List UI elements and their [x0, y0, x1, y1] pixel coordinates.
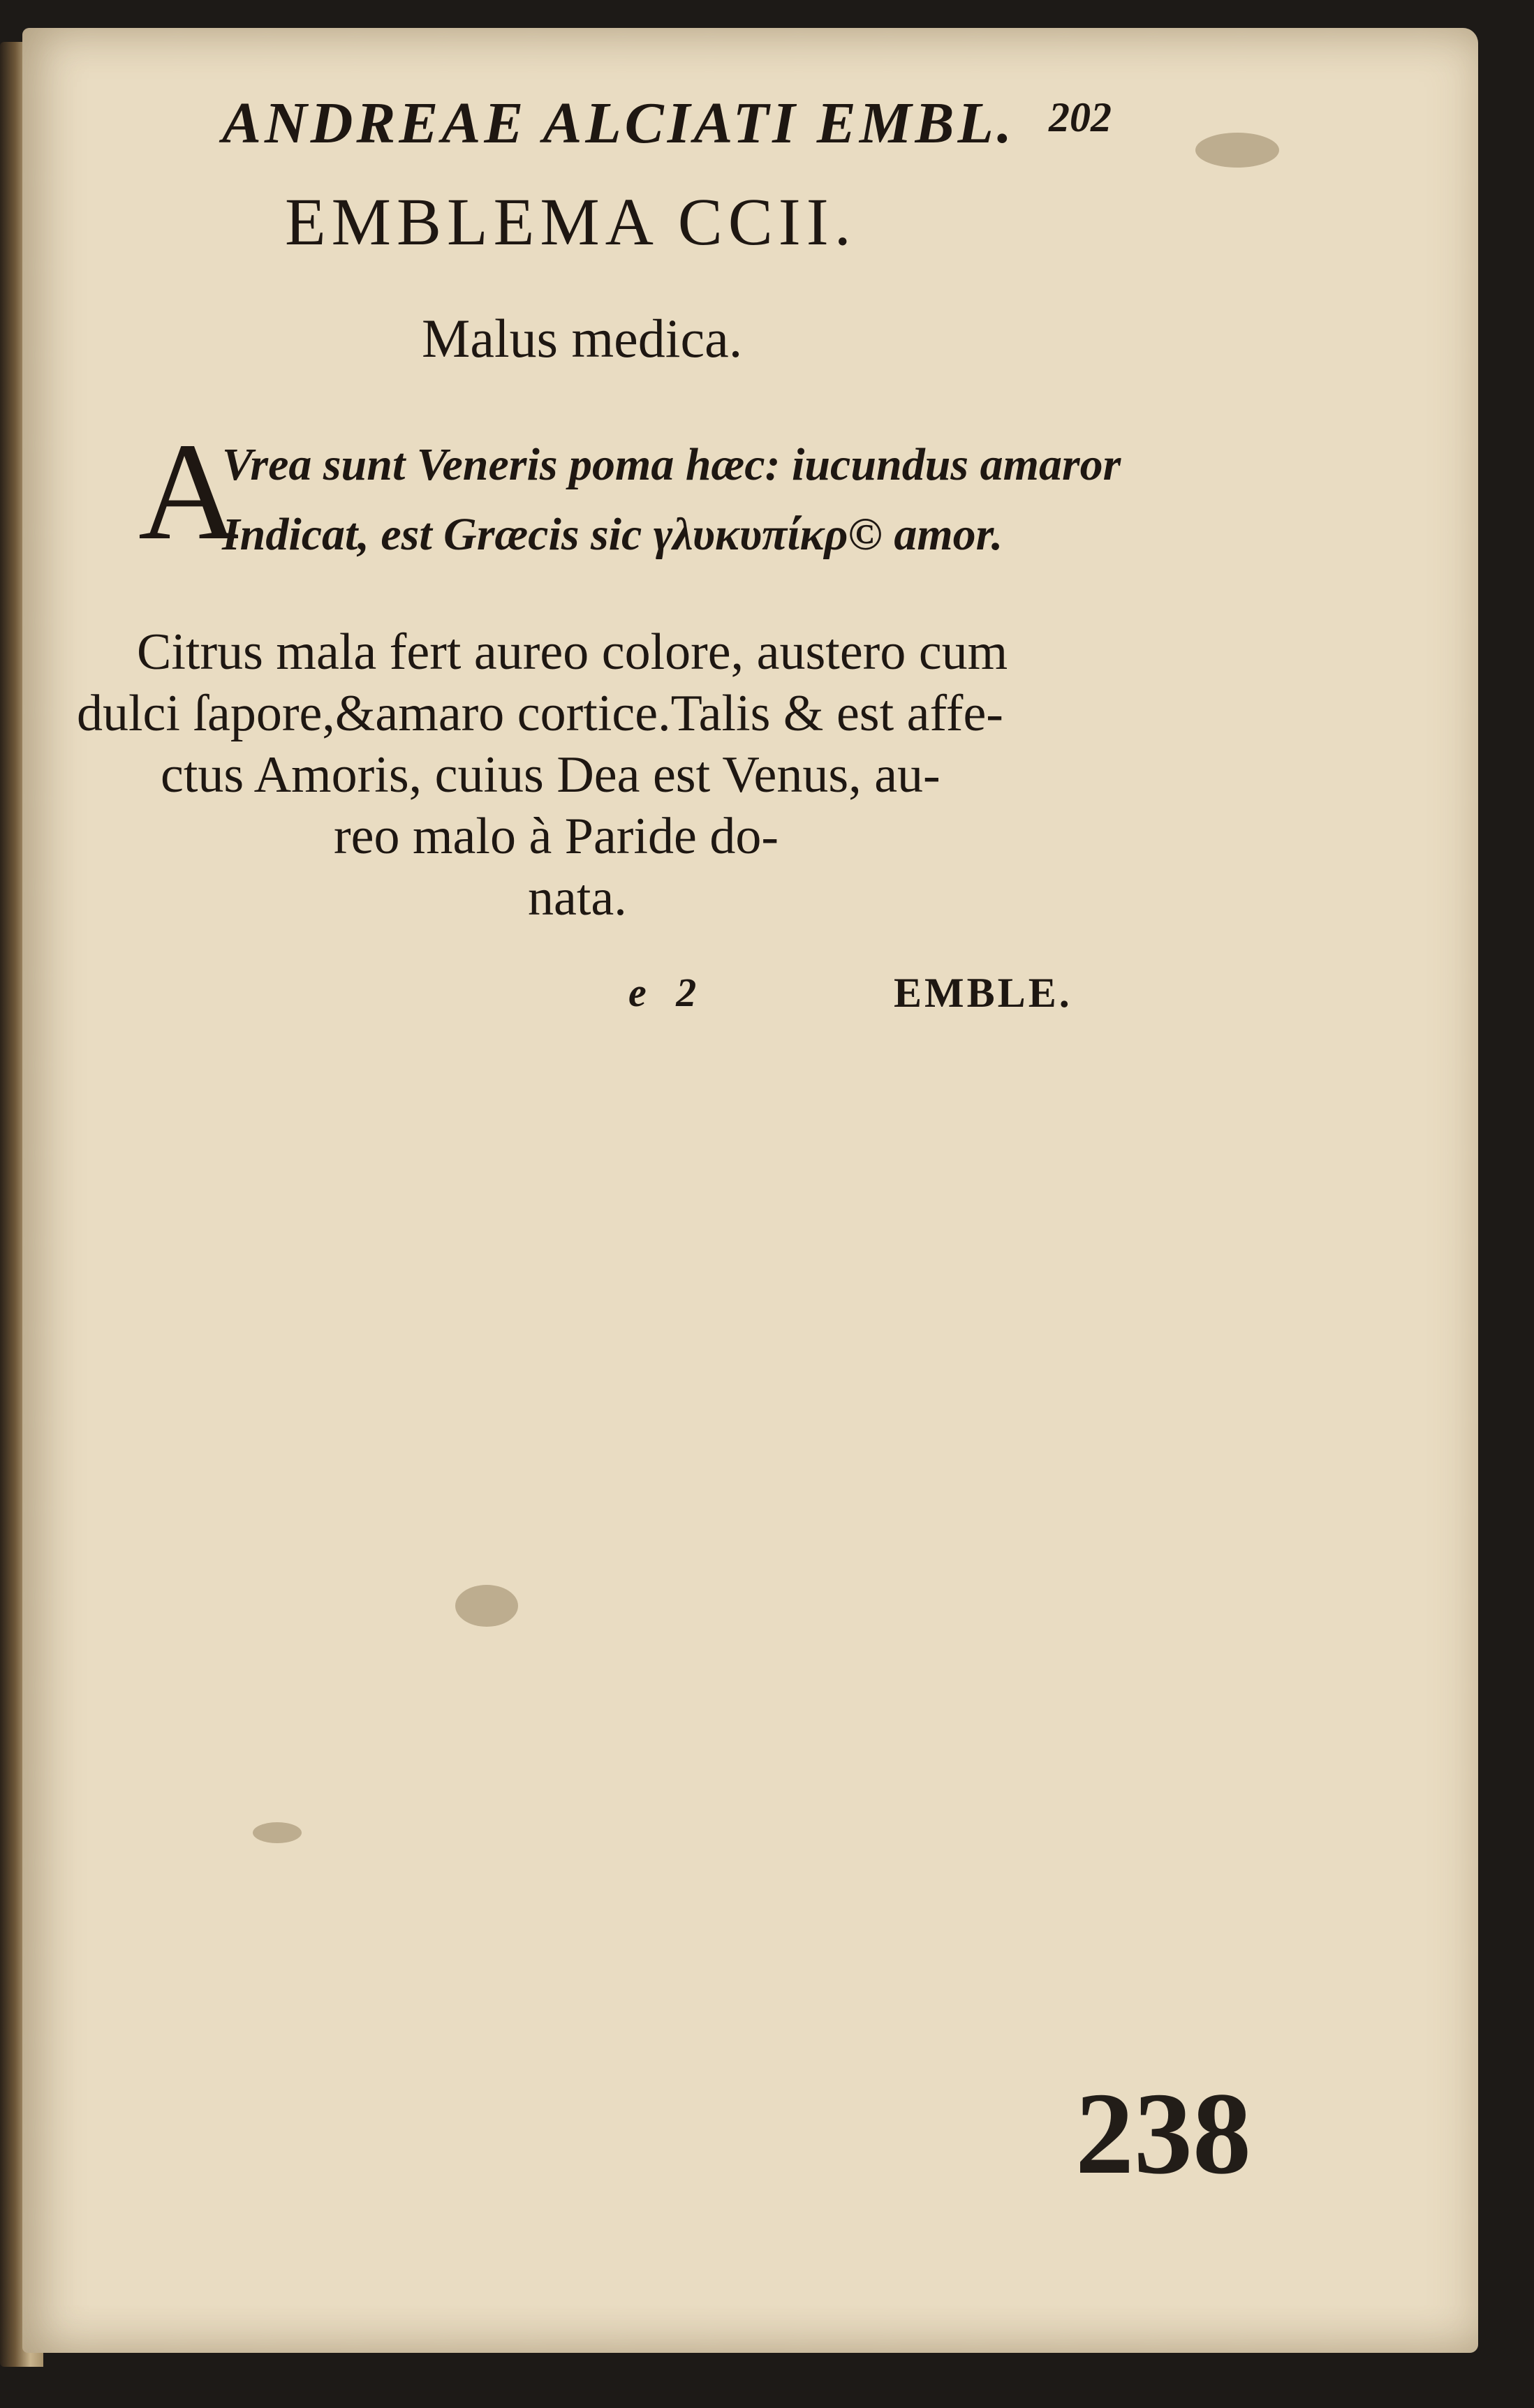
verse-line-2: Indicat, est Græcis sic γλυκυπίκρ© amor.: [222, 509, 1003, 560]
page-number: 202: [1049, 94, 1112, 140]
commentary-line: reo malo à Paride do-: [334, 808, 779, 865]
commentary-line: dulci ſapore,&amaro cortice.Talis & est affe-: [77, 685, 1003, 742]
commentary-line: Citrus mala fert aureo colore, austero cum: [137, 623, 1008, 681]
emblem-motto: Malus medica.: [422, 308, 743, 369]
commentary-line: ctus Amoris, cuius Dea est Venus, au-: [161, 746, 941, 804]
foxing-spot: [253, 1822, 302, 1843]
book-page: [22, 28, 1478, 2353]
running-head: ANDREAE ALCIATI EMBL.: [222, 91, 1015, 156]
commentary-line: nata.: [528, 869, 627, 926]
drop-cap: A: [138, 415, 239, 569]
verse-line-1: Vrea sunt Veneris poma hæc: iucundus amaror: [222, 439, 1121, 490]
foxing-spot: [455, 1585, 518, 1627]
emblem-title: EMBLEMA CCII.: [285, 184, 857, 259]
foxing-spot: [1195, 133, 1279, 168]
library-stamp-number: 238: [1075, 2069, 1251, 2199]
signature-mark: e 2: [628, 970, 707, 1015]
catchword: EMBLE.: [894, 970, 1072, 1016]
